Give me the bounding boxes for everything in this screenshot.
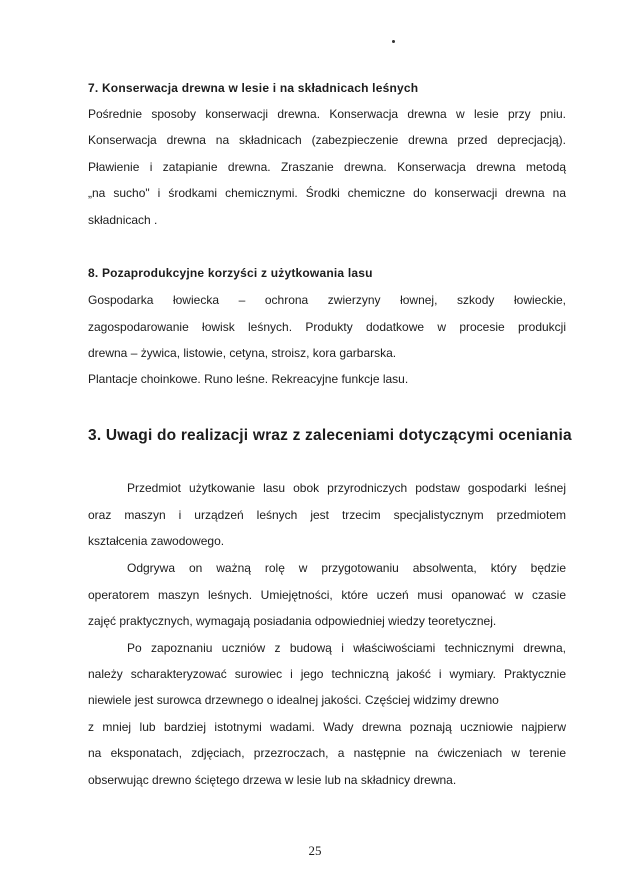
body-line: zajęć praktycznych, wymagają posiadania odpowiedniej wiedzy teoretycznej.: [88, 614, 497, 628]
section-8-line: zagospodarowanie łowisk leśnych. Produkty dodatkowe w procesie produkcji: [88, 320, 566, 334]
body-line: kształcenia zawodowego.: [88, 534, 225, 548]
body-line: Przedmiot użytkowanie lasu obok przyrodniczych podstaw gospodarki leśnej: [127, 481, 566, 495]
section-7-line: Pławienie i zatapianie drewna. Zraszanie drewna. Konserwacja drewna metodą: [88, 160, 566, 174]
section-7-line: Pośrednie sposoby konserwacji drewna. Konserwacja drewna w lesie przy pniu.: [88, 107, 566, 121]
section-8-line: drewna – żywica, listowie, cetyna, stroisz, kora garbarska.: [88, 346, 397, 360]
body-line: oraz maszyn i urządzeń leśnych jest trzecim specjalistycznym przedmiotem: [88, 508, 566, 522]
page-number: 25: [308, 843, 322, 858]
section-3-title: 3. Uwagi do realizacji wraz z zaleceniami dotyczącymi oceniania: [88, 427, 572, 444]
body-line: należy scharakteryzować surowiec i jego techniczną jakość i wymiary. Praktycznie: [88, 667, 566, 681]
section-7-heading: 7. Konserwacja drewna w lesie i na składnicach leśnych: [88, 81, 419, 95]
body-line: Odgrywa on ważną rolę w przygotowaniu absolwenta, który będzie: [127, 561, 566, 575]
section-8-heading: 8. Pozaprodukcyjne korzyści z użytkowania lasu: [88, 266, 373, 280]
scan-speck: [392, 40, 395, 43]
section-8-line: Plantacje choinkowe. Runo leśne. Rekreacyjne funkcje lasu.: [88, 372, 409, 386]
section-7-line: składnicach .: [88, 213, 158, 227]
body-line: niewiele jest surowca drzewnego o idealnej jakości. Częściej widzimy drewno: [88, 693, 499, 707]
section-7-line: „na sucho" i środkami chemicznymi. Środki chemiczne do konserwacji drewna na: [88, 186, 566, 200]
body-line: obserwując drewno ściętego drzewa w lesie lub na składnicy drewna.: [88, 773, 457, 787]
body-line: z mniej lub bardziej istotnymi wadami. Wady drewna poznają uczniowie najpierw: [88, 720, 566, 734]
body-line: operatorem maszyn leśnych. Umiejętności, które uczeń musi opanować w czasie: [88, 588, 566, 602]
section-7-line: Konserwacja drewna na składnicach (zabezpieczenie drewna przed deprecjacją).: [88, 133, 566, 147]
body-line: na eksponatach, zdjęciach, przezroczach, a następnie na ćwiczeniach w terenie: [88, 746, 566, 760]
body-line: Po zapoznaniu uczniów z budową i właściwościami technicznymi drewna,: [127, 641, 566, 655]
section-8-line: Gospodarka łowiecka – ochrona zwierzyny łownej, szkody łowieckie,: [88, 293, 566, 307]
